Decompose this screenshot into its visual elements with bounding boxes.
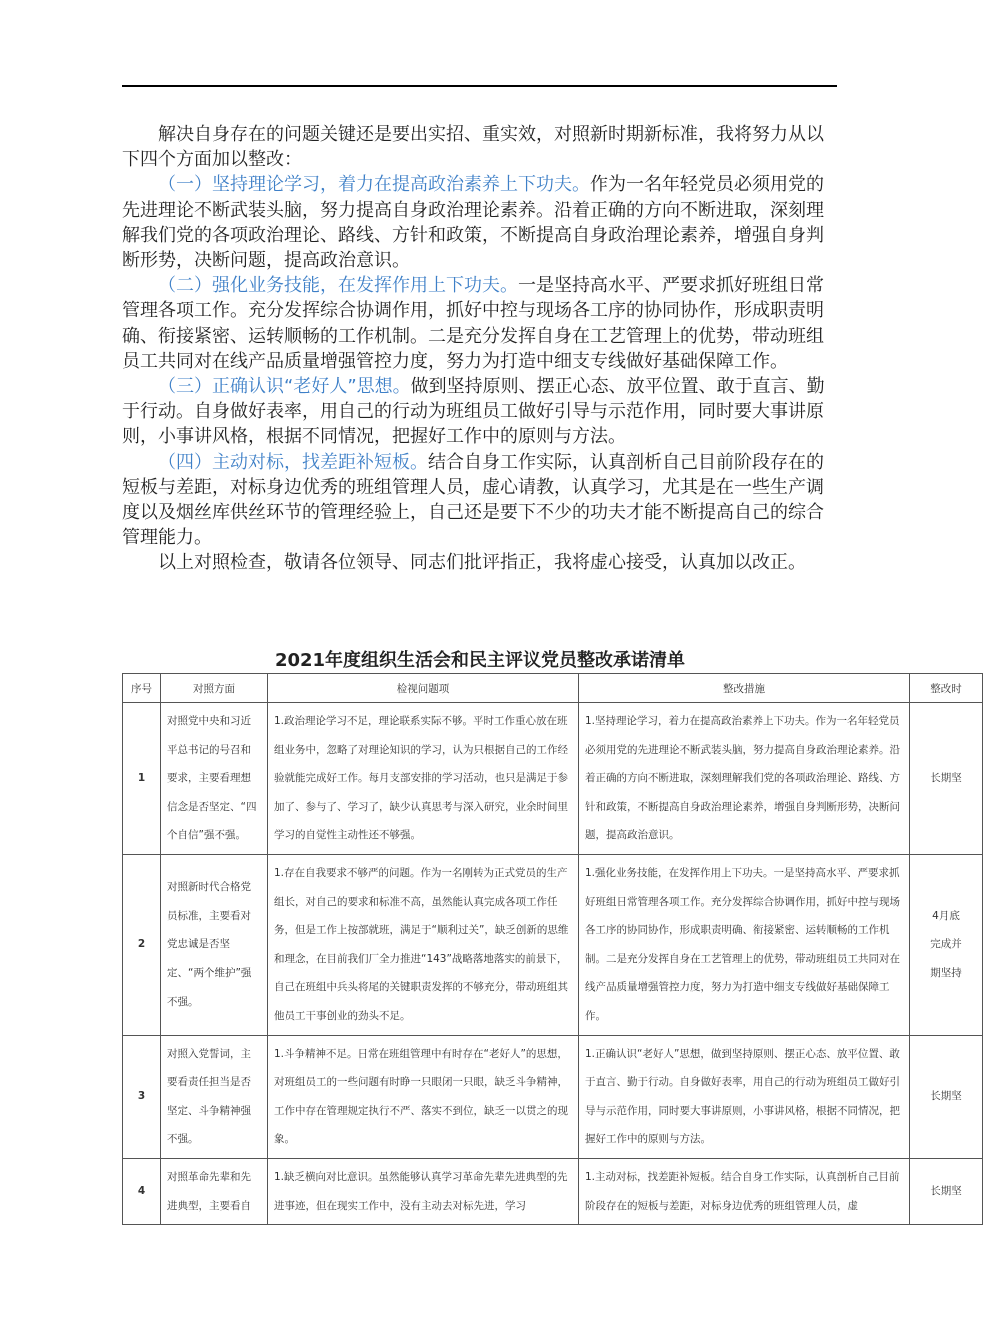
table-row: [123, 1035, 983, 1158]
paragraph-item-3: [122, 374, 838, 450]
header-num: 序号: [123, 674, 161, 703]
row-number: 2: [123, 854, 161, 1035]
paragraph-item-1: [122, 172, 838, 273]
table-title: 2021年度组织生活会和民主评议党员整改承诺清单: [274, 650, 686, 671]
row-number: 1: [123, 703, 161, 855]
row-issue: 1.政治理论学习不足，理论联系实际不够。平时工作重心放在班组业务中，忽略了对理论知识的学习，认为只根据自己的工作经验就能完成好工作。每月支部安排的学习活动，也只是满足于参加了、参与了、学习了，缺少认真思考与深入研究，业余时间里学习的自觉性主动性还不够强。: [268, 703, 579, 855]
header-measure: 整改措施: [579, 674, 910, 703]
table-row: [123, 1158, 983, 1224]
item-1-text: 作为一名年轻党员必须用党的先进理论不断武装头脑，努力提高自身政治理论素养。沿着正确的方向不断进取，深刻理解我们党的各项政治理论、路线、方针和政策，不断提高自身政治理论素养，增强自身判断形势，决断问题，提高政治意识。: [122, 174, 824, 272]
row-measure: 1.坚持理论学习，着力在提高政治素养上下功夫。作为一名年轻党员必须用党的先进理论不断武装头脑，努力提高自身政治理论素养。沿着正确的方向不断进取，深刻理解我们党的各项政治理论、路线、方针和政策，不断提高自身政治理论素养，增强自身判断形势，决断问题，提高政治意识。: [579, 703, 910, 855]
paragraph-closing: 以上对照检查，敬请各位领导、同志们批评指正，我将虚心接受，认真加以改正。: [158, 552, 806, 574]
row-measure: 1.主动对标，找差距补短板。结合自身工作实际，认真剖析自己目前阶段存在的短板与差距，对标身边优秀的班组管理人员，虚: [579, 1158, 910, 1224]
row-deadline: 长期坚: [910, 1158, 983, 1224]
paragraph-item-2: [122, 273, 838, 374]
row-deadline: 长期坚: [910, 1035, 983, 1158]
row-deadline: 长期坚: [910, 703, 983, 855]
row-aspect: 对照党中央和习近平总书记的号召和要求，主要看理想信念是否坚定、“四个自信”强不强。: [161, 703, 268, 855]
header-aspect: 对照方面: [161, 674, 268, 703]
item-2-heading: （二）强化业务技能，在发挥作用上下功夫。: [158, 275, 518, 297]
row-number: 3: [123, 1035, 161, 1158]
item-3-text: 做到坚持原则、摆正心态、放平位置、敢于直言、勤于行动。自身做好表率，用自己的行动为班组员工做好引导与示范作用，同时要大事讲原则，小事讲风格，根据不同情况，把握好工作中的原则与方法。: [122, 376, 825, 448]
item-4-text: 结合自身工作实际，认真剖析自己目前阶段存在的短板与差距，对标身边优秀的班组管理人员，虚心请教，认真学习，尤其是在一些生产调度以及烟丝库供丝环节的管理经验上，自己还是要下不少的功夫才能不断提高自己的综合管理能力。: [122, 451, 824, 549]
paragraph-intro: 解决自身存在的问题关键还是要出实招、重实效，对照新时期新标准，我将努力从以下四个方面加以整改：: [122, 124, 824, 171]
row-issue: 1.存在自我要求不够严的问题。作为一名刚转为正式党员的生产组长，对自己的要求和标准不高，虽然能认真完成各项工作任务，但是工作上按部就班，满足于“顺利过关”，缺乏创新的思维和理念，在目前我们厂全力推进“143”战略落地落实的前景下，自己在班组中兵头将尾的关键职责发挥的不够充分，带动班组其他员工干事创业的劲头不足。: [268, 854, 579, 1035]
row-number: 4: [123, 1158, 161, 1224]
row-measure: 1.正确认识“老好人”思想，做到坚持原则、摆正心态、放平位置、敢于直言、勤于行动。自身做好表率，用自己的行动为班组员工做好引导与示范作用，同时要大事讲原则，小事讲风格，根据不同情况，把握好工作中的原则与方法。: [579, 1035, 910, 1158]
item-2-text: 一是坚持高水平、严要求抓好班组日常管理各项工作。充分发挥综合协调作用，抓好中控与现场各工序的协同协作，形成职责明确、衔接紧密、运转顺畅的工作机制。二是充分发挥自身在工艺管理上的优势，带动班组员工共同对在线产品质量增强管控力度，努力为打造中细支专线做好基础保障工作。: [122, 275, 824, 372]
row-issue: 1.缺乏横向对比意识。虽然能够认真学习革命先辈先进典型的先进事迹，但在现实工作中，没有主动去对标先进，学习: [268, 1158, 579, 1224]
item-1-heading: （一）坚持理论学习，着力在提高政治素养上下功夫。: [158, 174, 590, 196]
header-rule: [122, 85, 837, 87]
header-deadline: 整改时: [910, 674, 983, 703]
table-header-row: [123, 674, 983, 703]
header-issue: 检视问题项: [268, 674, 579, 703]
table-row: [123, 703, 983, 855]
row-measure: 1.强化业务技能，在发挥作用上下功夫。一是坚持高水平、严要求抓好班组日常管理各项工作。充分发挥综合协调作用，抓好中控与现场各工序的协同协作，形成职责明确、衔接紧密、运转顺畅的工作机制。二是充分发挥自身在工艺管理上的优势，带动班组员工共同对在线产品质量增强管控力度，努力为打造中细支专线做好基础保障工作。: [579, 854, 910, 1035]
row-deadline: 4月底 完成并 期坚持: [910, 854, 983, 1035]
item-4-heading: （四）主动对标，找差距补短板。: [158, 451, 428, 473]
row-aspect: 对照革命先辈和先进典型，主要看自: [161, 1158, 268, 1224]
paragraph-item-4: [122, 450, 838, 551]
document-body: [122, 122, 838, 576]
rectification-table: [122, 673, 983, 1225]
row-aspect: 对照新时代合格党员标准，主要看对党忠诚是否坚定、“两个维护”强不强。: [161, 854, 268, 1035]
table-row: [123, 854, 983, 1035]
item-3-heading: （三）正确认识“老好人”思想。: [158, 376, 411, 398]
row-issue: 1.斗争精神不足。日常在班组管理中有时存在“老好人”的思想，对班组员工的一些问题有时睁一只眼闭一只眼，缺乏斗争精神，工作中存在管理规定执行不严、落实不到位，缺乏一以贯之的现象。: [268, 1035, 579, 1158]
row-aspect: 对照入党誓词，主要看责任担当是否坚定、斗争精神强不强。: [161, 1035, 268, 1158]
